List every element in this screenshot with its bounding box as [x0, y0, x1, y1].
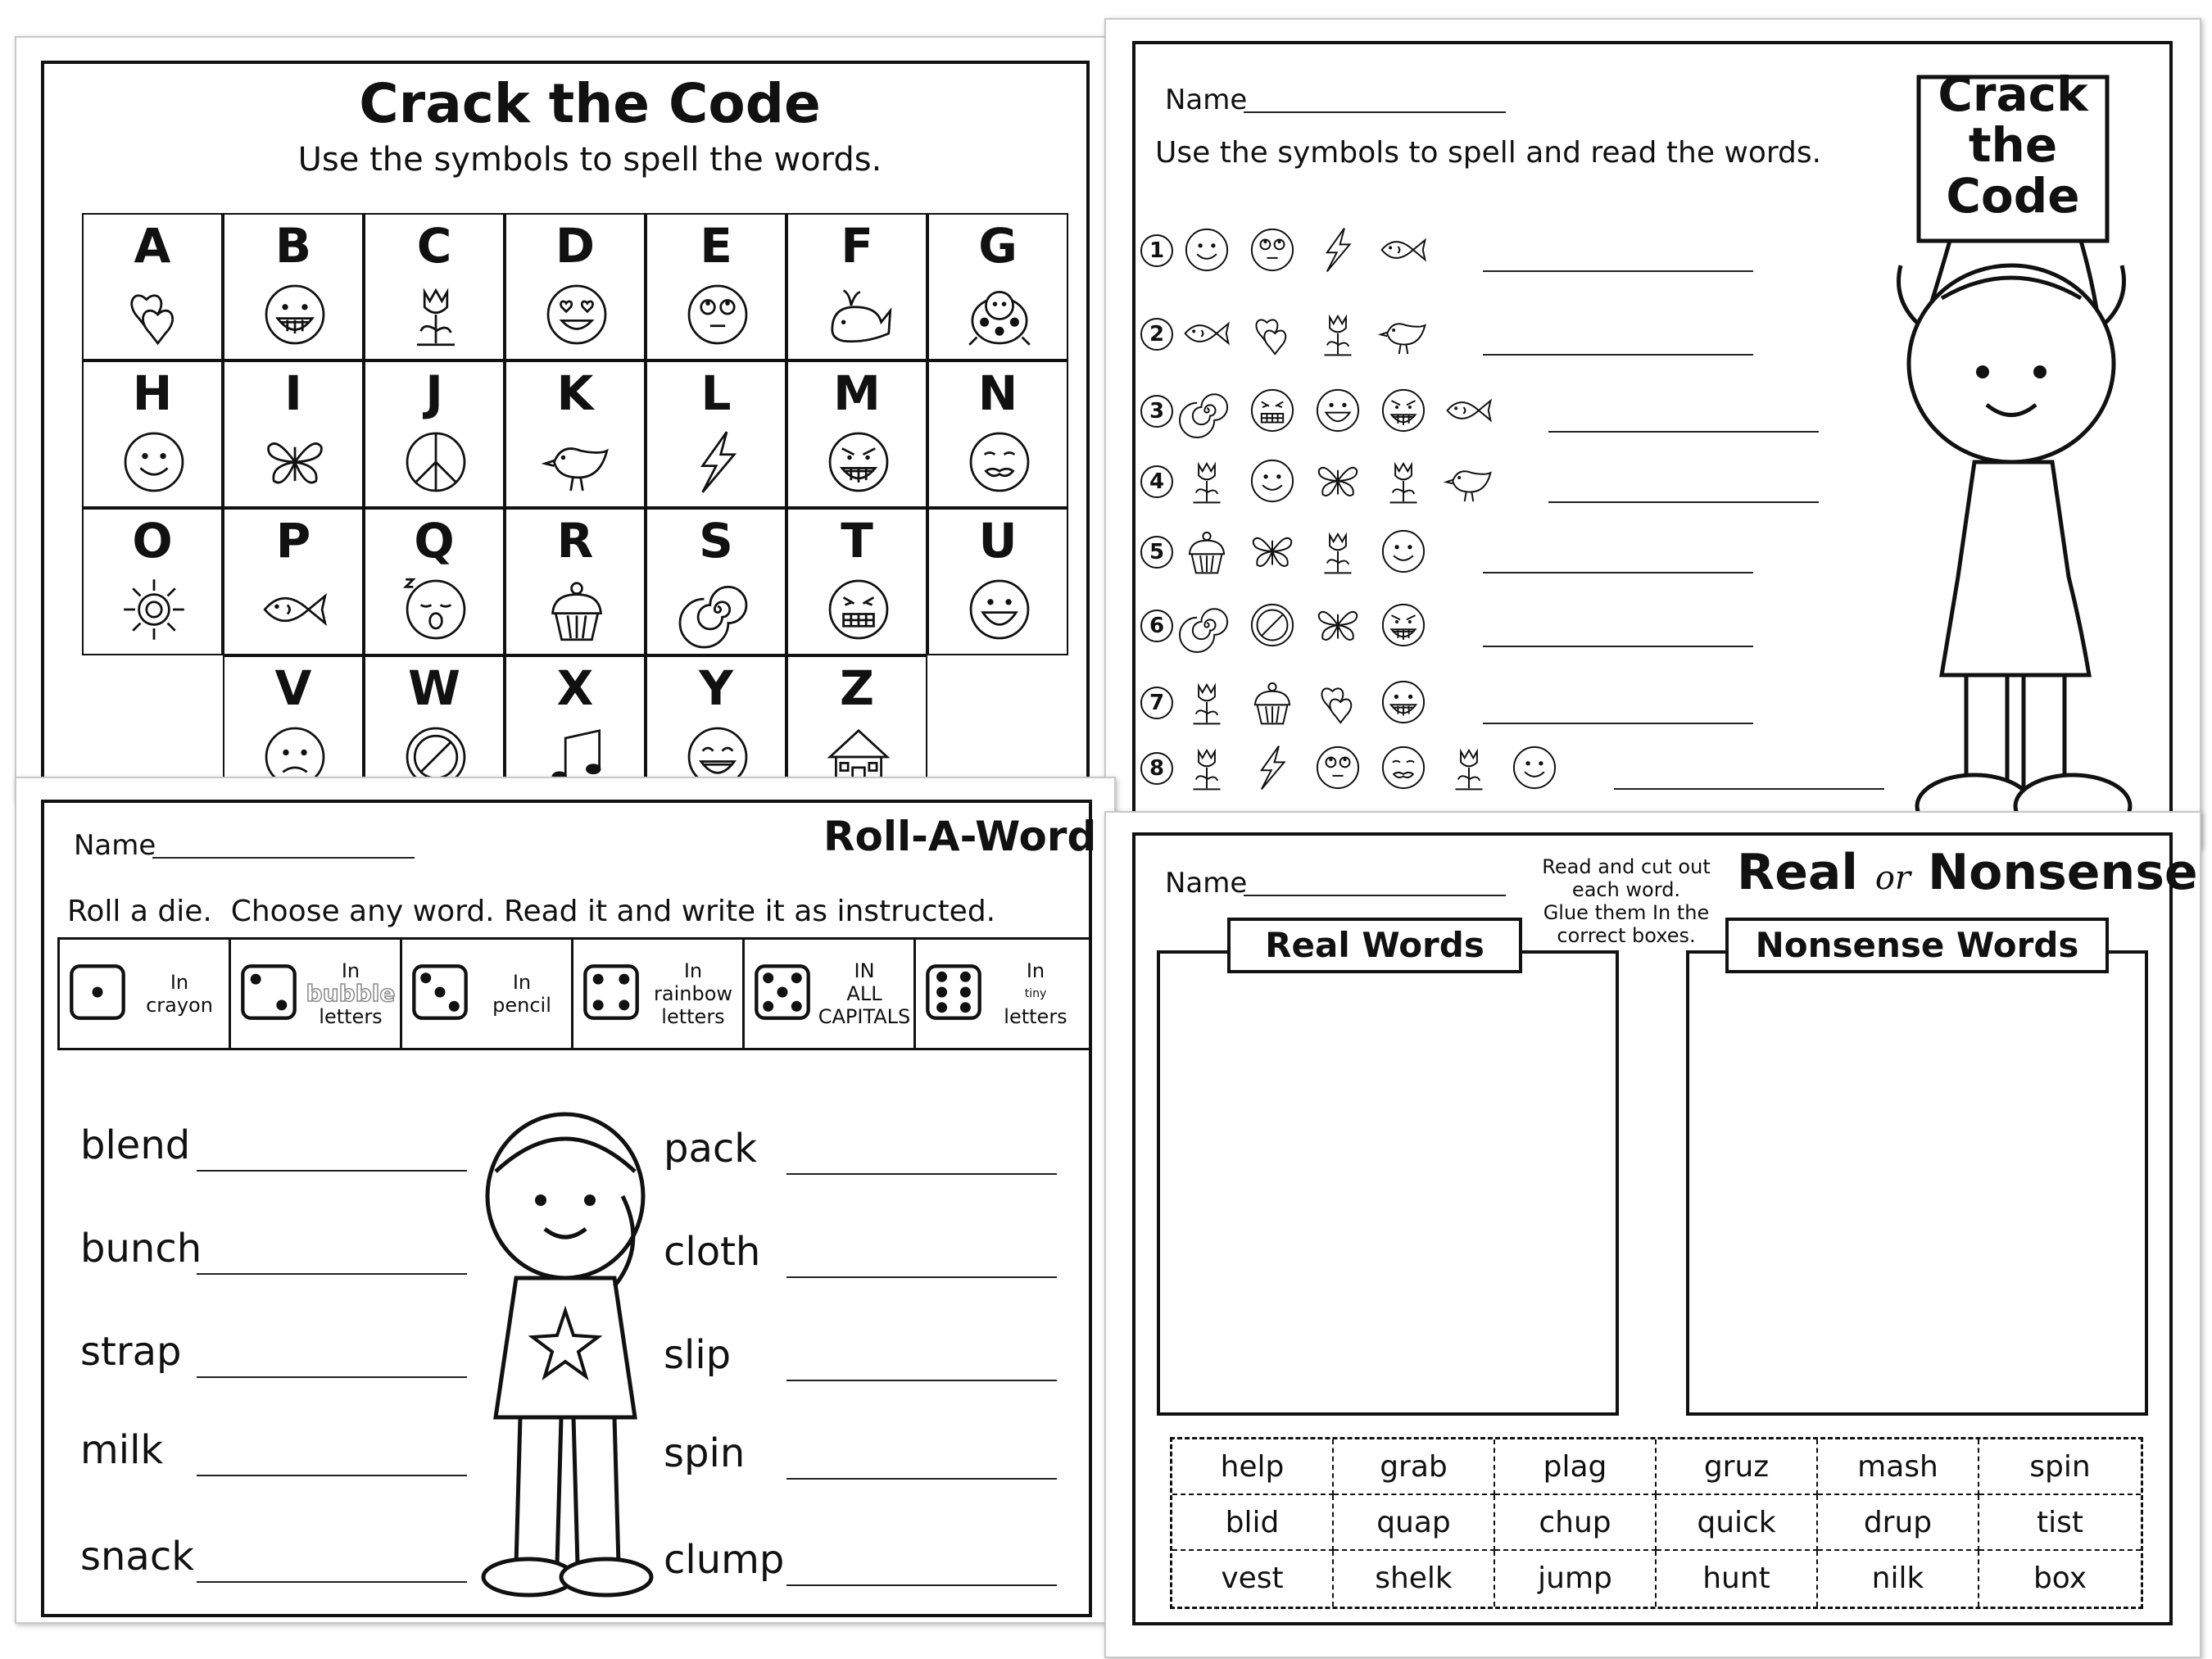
- roll-a-word-title: Roll-A-Word: [823, 813, 1097, 860]
- bird-icon: [1376, 306, 1430, 360]
- tulip-icon: [1376, 454, 1430, 508]
- angry-grin-face-icon: [821, 424, 896, 500]
- title-real: Real: [1737, 844, 1858, 901]
- die-option-text: In: [683, 959, 703, 982]
- key-cell-f: [786, 213, 927, 360]
- key-letter: K: [556, 365, 594, 421]
- cut-glue-note: [1540, 855, 1712, 947]
- die-option-text: letters: [319, 1005, 383, 1028]
- smile-face-icon: [1245, 454, 1299, 508]
- roll-word-left: milk: [80, 1427, 164, 1473]
- row-number-5: 5: [1140, 536, 1173, 569]
- cut-out-word[interactable]: plag: [1495, 1439, 1657, 1495]
- key-letter: U: [978, 513, 1018, 569]
- key-letter: H: [132, 365, 173, 421]
- die-option-text: rainbow: [654, 982, 732, 1005]
- real-or-nonsense-title: [1737, 844, 2198, 901]
- cut-out-word-grid: [1170, 1437, 2143, 1609]
- row-number-8: 8: [1140, 752, 1173, 785]
- lightning-icon: [1311, 223, 1365, 277]
- key-cell-e: [646, 213, 786, 360]
- roll-word-left: strap: [80, 1329, 182, 1375]
- cut-out-word[interactable]: grab: [1334, 1439, 1495, 1495]
- sick-face-icon: [962, 424, 1037, 500]
- die-option-text: crayon: [146, 994, 213, 1017]
- answer-line[interactable]: [1483, 354, 1753, 356]
- fish-icon: [257, 572, 333, 647]
- grimace-face-icon: [1245, 383, 1299, 437]
- write-line[interactable]: [786, 1173, 1057, 1175]
- name-label: Name: [1165, 867, 1248, 900]
- write-line[interactable]: [197, 1581, 467, 1583]
- key-cell-p: [223, 508, 364, 655]
- tulip-icon: [1311, 306, 1365, 360]
- key-letter: G: [978, 218, 1018, 274]
- key-letter: Q: [414, 513, 455, 569]
- open-smile-face-icon: [1311, 383, 1365, 437]
- cut-out-word[interactable]: blid: [1172, 1495, 1334, 1551]
- peace-sign-icon: [398, 424, 474, 500]
- die-option-text: tiny: [1024, 987, 1047, 1000]
- die-option-text: IN: [854, 959, 875, 982]
- bird-icon: [1442, 454, 1496, 508]
- key-letter: N: [977, 365, 1018, 421]
- key-letter: J: [425, 365, 443, 421]
- key-cell-o: [82, 508, 223, 655]
- key-letter: R: [556, 513, 594, 569]
- key-letter: F: [841, 218, 873, 274]
- key-subtitle: Use the symbols to spell the words.: [297, 141, 882, 179]
- sleepy-face-icon: [398, 572, 474, 647]
- cupcake-icon: [1245, 675, 1299, 729]
- tulip-icon: [1180, 675, 1234, 729]
- note-line-1: Read and cut out: [1542, 855, 1711, 878]
- real-words-box[interactable]: [1157, 950, 1619, 1416]
- write-line[interactable]: [197, 1170, 467, 1172]
- key-letter: X: [556, 660, 594, 716]
- angry-grin-face-icon: [1376, 383, 1430, 437]
- tulip-icon: [1311, 524, 1365, 578]
- write-line[interactable]: [197, 1273, 467, 1275]
- key-letter: E: [700, 218, 732, 274]
- roll-word-right: pack: [664, 1126, 758, 1172]
- write-line[interactable]: [786, 1584, 1057, 1586]
- key-letter: A: [134, 218, 171, 274]
- cut-out-word[interactable]: nilk: [1818, 1551, 1979, 1607]
- key-letter: S: [699, 513, 733, 569]
- title-or: or: [1874, 859, 1911, 897]
- sun-icon: [116, 572, 192, 647]
- fish-icon: [1442, 383, 1496, 437]
- spiral-icon: [1180, 598, 1234, 652]
- key-cell-a: [82, 213, 223, 360]
- answer-line[interactable]: [1483, 270, 1753, 272]
- whale-icon: [821, 277, 896, 352]
- crack-the-code-words-sheet: [1104, 18, 2201, 849]
- die-option-text: bubble: [306, 980, 396, 1007]
- key-letter: W: [408, 660, 460, 716]
- key-letter: T: [841, 513, 873, 569]
- key-letter: L: [700, 365, 732, 421]
- cut-out-word[interactable]: spin: [1979, 1439, 2141, 1495]
- roll-word-right: clump: [664, 1537, 785, 1583]
- key-letter: P: [275, 513, 311, 569]
- roll-word-right: slip: [664, 1332, 732, 1378]
- lightning-icon: [680, 424, 755, 500]
- fish-icon: [1376, 223, 1430, 277]
- key-cell-m: [786, 360, 927, 508]
- write-line[interactable]: [786, 1380, 1057, 1381]
- key-cell-k: [505, 360, 646, 508]
- key-cell-s: [646, 508, 786, 655]
- key-cell-t: [786, 508, 927, 655]
- die-option-text: letters: [661, 1005, 725, 1028]
- row-number-6: 6: [1140, 610, 1173, 642]
- tulip-icon: [1180, 741, 1234, 795]
- lightning-icon: [1245, 741, 1299, 795]
- die-option-text: In: [512, 971, 532, 994]
- write-line[interactable]: [786, 1478, 1057, 1480]
- cut-out-word[interactable]: help: [1172, 1439, 1334, 1495]
- title-nonsense: Nonsense: [1927, 844, 2198, 901]
- key-title: Crack the Code: [359, 72, 821, 135]
- answer-line[interactable]: [1483, 572, 1753, 573]
- smile-face-icon: [1180, 223, 1234, 277]
- sick-face-icon: [1376, 741, 1430, 795]
- cut-out-word[interactable]: mash: [1818, 1439, 1979, 1495]
- key-letter: C: [416, 218, 452, 274]
- key-letter: M: [833, 365, 881, 421]
- key-letter: Z: [839, 660, 875, 716]
- nonsense-words-box[interactable]: [1686, 950, 2148, 1416]
- roll-word-left: blend: [80, 1122, 191, 1168]
- write-line[interactable]: [786, 1276, 1057, 1278]
- cipher-key-grid: [82, 213, 1065, 801]
- sign-line-2: the: [1968, 117, 2058, 173]
- answer-line[interactable]: [1548, 431, 1819, 433]
- key-cell-c: [364, 213, 505, 360]
- note-line-2: each word.: [1571, 878, 1681, 901]
- boy-illustration: [459, 1106, 672, 1598]
- smile-face-icon: [1376, 524, 1430, 578]
- sign-line-3: Code: [1946, 168, 2080, 224]
- sign-text: [1919, 66, 2107, 224]
- roll-word-right: spin: [664, 1430, 746, 1476]
- ladybug-icon: [962, 277, 1037, 352]
- nonsense-words-header: Nonsense Words: [1725, 918, 2109, 973]
- key-cell-h: [82, 360, 223, 508]
- crack-the-code-key-sheet: [15, 36, 1116, 801]
- key-letter: V: [274, 660, 312, 716]
- heart-eyes-face-icon: [539, 277, 614, 352]
- key-letter: O: [132, 513, 173, 569]
- cut-out-word[interactable]: chup: [1495, 1495, 1657, 1551]
- angry-grin-face-icon: [1376, 598, 1430, 652]
- key-cell-d: [505, 213, 646, 360]
- grimace-face-icon: [821, 572, 896, 647]
- roll-word-left: bunch: [80, 1226, 202, 1271]
- name-line[interactable]: [1244, 895, 1506, 896]
- spiral-icon: [1180, 383, 1234, 437]
- hearts-icon: [1245, 306, 1299, 360]
- key-letter: D: [555, 218, 596, 274]
- hearts-icon: [116, 277, 192, 352]
- tulip-icon: [1180, 454, 1234, 508]
- cut-out-word[interactable]: drup: [1818, 1495, 1979, 1551]
- die-option-text: ALL: [846, 982, 882, 1005]
- cut-out-word[interactable]: quap: [1334, 1495, 1495, 1551]
- note-line-4: correct boxes.: [1557, 924, 1696, 947]
- name-label: Name: [1165, 84, 1248, 116]
- key-letter: I: [284, 365, 302, 421]
- butterfly-icon: [1311, 598, 1365, 652]
- row-number-7: 7: [1140, 687, 1173, 719]
- bird-icon: [539, 424, 614, 500]
- cut-out-word[interactable]: box: [2033, 1562, 2087, 1595]
- spiral-icon: [680, 572, 755, 647]
- row-number-3: 3: [1140, 395, 1173, 428]
- cut-out-word[interactable]: quick: [1657, 1495, 1818, 1551]
- fish-icon: [1180, 306, 1234, 360]
- row-number-4: 4: [1140, 465, 1173, 498]
- key-cell-g: [927, 213, 1068, 360]
- rolling-eyes-face-icon: [680, 277, 755, 352]
- die-option-text: In: [341, 959, 360, 982]
- key-cell-u: [927, 508, 1068, 655]
- cut-out-word[interactable]: shelk: [1334, 1551, 1495, 1607]
- key-cell-j: [364, 360, 505, 508]
- open-smile-face-icon: [962, 572, 1037, 647]
- key-letter: B: [274, 218, 312, 274]
- cut-out-word[interactable]: gruz: [1657, 1439, 1818, 1495]
- cupcake-icon: [1180, 524, 1234, 578]
- key-cell-r: [505, 508, 646, 655]
- roll-word-left: snack: [80, 1534, 195, 1580]
- real-or-nonsense-sheet: [1104, 811, 2201, 1658]
- key-cell-n: [927, 360, 1068, 508]
- no-sign-icon: [1245, 598, 1299, 652]
- key-cell-q: [364, 508, 505, 655]
- answer-line[interactable]: [1483, 646, 1753, 647]
- grin-face-icon: [257, 277, 333, 352]
- cut-out-word[interactable]: jump: [1495, 1551, 1657, 1607]
- words-instructions: Use the symbols to spell and read the words.: [1155, 136, 1822, 170]
- tulip-icon: [398, 277, 474, 352]
- die-option-text: letters: [1004, 1005, 1067, 1028]
- key-cell-i: [223, 360, 364, 508]
- die-option-text: pencil: [492, 994, 551, 1017]
- die-option-text: In: [1026, 959, 1045, 982]
- butterfly-icon: [257, 424, 333, 500]
- roll-instructions: Roll a die. Choose any word. Read it and write it as instructed.: [67, 895, 996, 928]
- roll-word-right: cloth: [664, 1229, 761, 1275]
- row-number-1: 1: [1140, 234, 1173, 267]
- write-line[interactable]: [197, 1376, 467, 1378]
- key-cell-b: [223, 213, 364, 360]
- write-line[interactable]: [197, 1475, 467, 1476]
- cut-out-word[interactable]: vest: [1172, 1551, 1334, 1607]
- note-line-3: Glue them In the: [1543, 901, 1710, 924]
- roll-a-word-sheet: [15, 777, 1116, 1624]
- cut-out-word[interactable]: hunt: [1657, 1551, 1818, 1607]
- row-number-2: 2: [1140, 318, 1173, 351]
- cupcake-icon: [539, 572, 614, 647]
- sign-line-1: Crack: [1938, 66, 2088, 122]
- answer-line[interactable]: [1548, 501, 1819, 503]
- rolling-eyes-face-icon: [1311, 741, 1365, 795]
- smile-face-icon: [1507, 741, 1562, 795]
- key-cell-l: [646, 360, 786, 508]
- die-option-text: CAPITALS: [818, 1005, 911, 1028]
- answer-line[interactable]: [1483, 723, 1753, 724]
- hearts-icon: [1311, 675, 1365, 729]
- die-option-text: In: [170, 971, 189, 994]
- tulip-icon: [1442, 741, 1496, 795]
- real-words-header: Real Words: [1227, 918, 1522, 973]
- butterfly-icon: [1245, 524, 1299, 578]
- name-label: Name: [74, 829, 156, 862]
- rolling-eyes-face-icon: [1245, 223, 1299, 277]
- smile-face-icon: [116, 424, 192, 500]
- butterfly-icon: [1311, 454, 1365, 508]
- grin-face-icon: [1376, 675, 1430, 729]
- key-letter: Y: [699, 660, 733, 716]
- cut-out-word[interactable]: tist: [1979, 1495, 2141, 1551]
